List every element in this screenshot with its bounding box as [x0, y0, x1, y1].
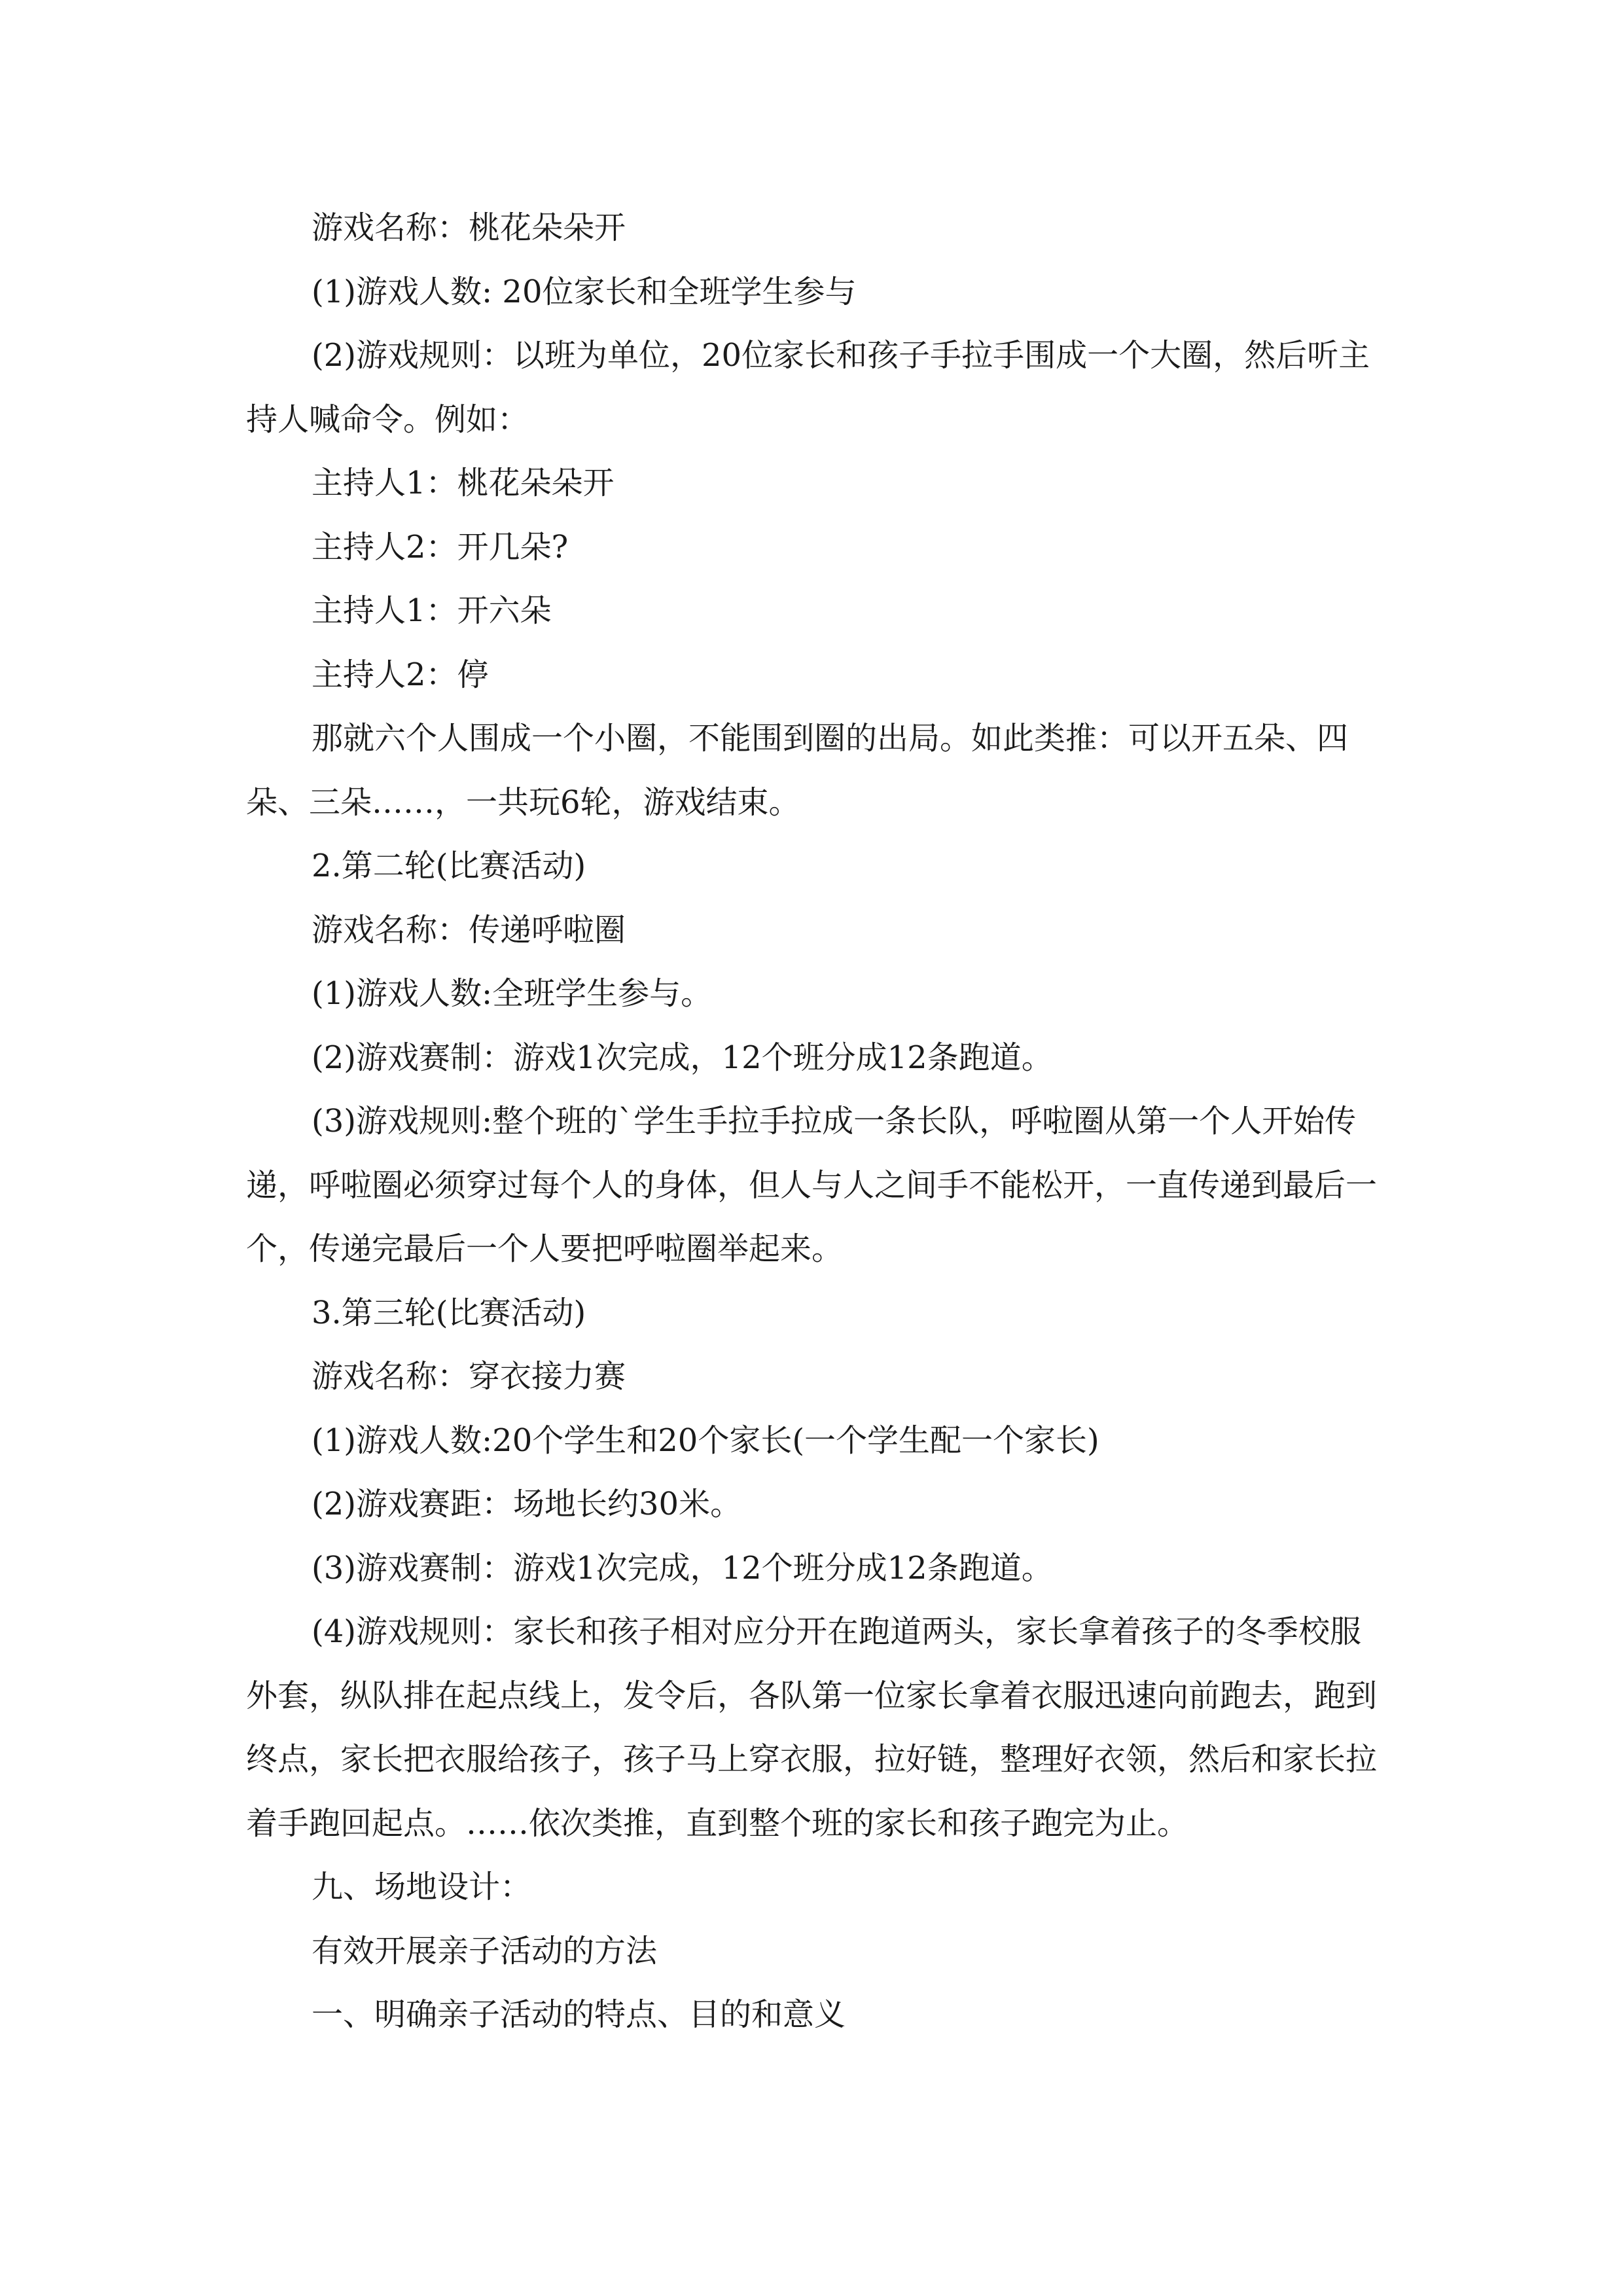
paragraph-format-2: (2)游戏赛制：游戏1次完成，12个班分成12条跑道。: [312, 1039, 1053, 1076]
paragraph-host-line-4: 主持人2：停: [312, 656, 489, 693]
paragraph-methods-point-1: 一、明确亲子活动的特点、目的和意义: [312, 1996, 846, 2033]
paragraph-methods-title: 有效开展亲子活动的方法: [312, 1932, 658, 1969]
paragraph-host-line-3: 主持人1：开六朵: [312, 592, 552, 629]
paragraph-players-2: (1)游戏人数:全班学生参与。: [312, 975, 713, 1012]
paragraph-round-3-heading: 3.第三轮(比赛活动): [312, 1294, 586, 1331]
paragraph-game-name-1: 游戏名称：桃花朵朵开: [312, 209, 626, 246]
paragraph-players-3: (1)游戏人数:20个学生和20个家长(一个学生配一个家长): [312, 1422, 1099, 1459]
paragraph-host-line-2: 主持人2：开几朵?: [312, 528, 569, 565]
paragraph-game-name-2: 游戏名称：传递呼啦圈: [312, 911, 626, 948]
paragraph-game-name-3: 游戏名称：穿衣接力赛: [312, 1358, 626, 1395]
paragraph-outcome-1: 那就六个人围成一个小圈，不能围到圈的出局。如此类推：可以开五朵、四朵、三朵……，一共玩6轮，游戏结束。: [246, 720, 1349, 821]
paragraph-distance-3: (2)游戏赛距：场地长约30米。: [312, 1486, 742, 1522]
paragraph-round-2-heading: 2.第二轮(比赛活动): [312, 848, 586, 884]
paragraph-rules-1: (2)游戏规则：以班为单位，20位家长和孩子手拉手围成一个大圈，然后听主持人喊命令。例如：: [246, 337, 1370, 438]
document-body: [246, 196, 1385, 2047]
paragraph-rules-2: (3)游戏规则:整个班的`学生手拉手拉成一条长队，呼啦圈从第一个人开始传递，呼啦圈必须穿过每个人的身体，但人与人之间手不能松开，一直传递到最后一个，传递完最后一个人要把呼啦圈举起来。: [246, 1103, 1378, 1267]
paragraph-host-line-1: 主持人1：桃花朵朵开: [312, 465, 615, 501]
paragraph-section-venue: 九、场地设计：: [312, 1869, 532, 1905]
paragraph-players-1: (1)游戏人数: 20位家长和全班学生参与: [312, 273, 857, 310]
paragraph-format-3: (3)游戏赛制：游戏1次完成，12个班分成12条跑道。: [312, 1549, 1053, 1587]
paragraph-rules-3: (4)游戏规则：家长和孩子相对应分开在跑道两头，家长拿着孩子的冬季校服外套，纵队排在起点线上，发令后，各队第一位家长拿着衣服迅速向前跑去，跑到终点，家长把衣服给孩子，孩子马上穿衣服，拉好链，整理好衣领，然后和家长拉着手跑回起点。……依次类推，直到整个班的家长和孩子跑完为止。: [246, 1613, 1378, 1842]
